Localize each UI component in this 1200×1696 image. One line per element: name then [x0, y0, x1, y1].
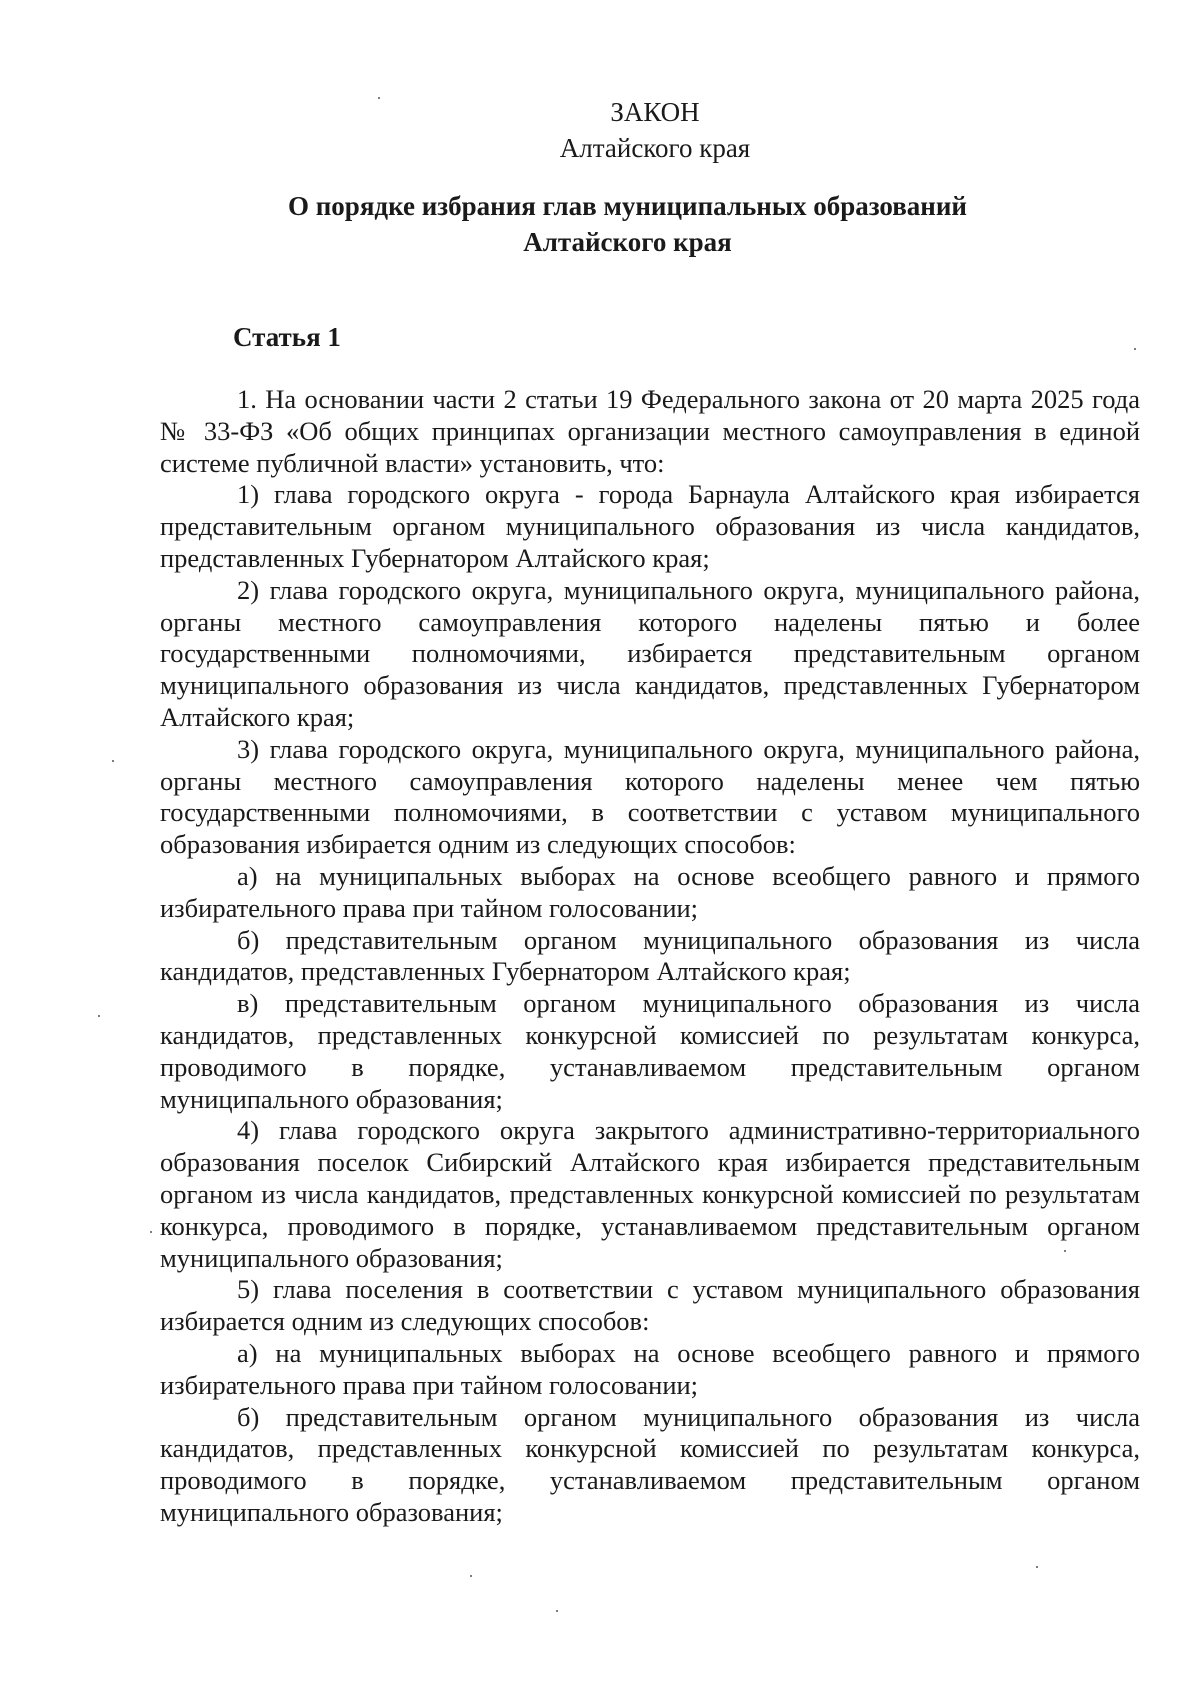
paragraph-1: 1. На основании части 2 статьи 19 Федерального закона от 20 марта 2025 года № 33-ФЗ «Об общих принципах организации местного самоуправления в единой системе публичной власти» установить, что:	[160, 384, 1140, 478]
law-type-label: ЗАКОН	[610, 97, 700, 127]
scan-speck	[556, 1610, 558, 1612]
law-title-line-2: Алтайского края	[523, 227, 732, 257]
paragraph-item-3b: б) представительным органом муниципального образования из числа кандидатов, представленных Губернатором Алтайского края;	[160, 924, 1140, 987]
paragraph-item-4: 4) глава городского округа закрытого административно-территориального образования поселок Сибирский Алтайского края избирается представительным органом из числа кандидатов, представленных конкурсной комиссией по результатам конкурса, проводимого в порядке, устанавливаемом представительным органом муниципального образования;	[160, 1115, 1140, 1273]
article-heading: Статья 1	[233, 322, 341, 352]
paragraph-item-1: 1) глава городского округа - города Барнаула Алтайского края избирается представительным органом муниципального образования из числа кандидатов, представленных Губернатором Алтайского края;	[160, 479, 1140, 573]
law-header	[0, 94, 1200, 166]
scan-speck	[1134, 348, 1136, 350]
scan-speck	[1036, 1566, 1038, 1568]
article-body	[160, 384, 1140, 1529]
scan-speck	[470, 1575, 472, 1577]
scan-speck	[112, 760, 114, 762]
paragraph-item-5b: б) представительным органом муниципального образования из числа кандидатов, представленных конкурсной комиссией по результатам конкурса, проводимого в порядке, устанавливаемом представительным органом муниципального образования;	[160, 1401, 1140, 1527]
law-region-label: Алтайского края	[559, 133, 751, 163]
law-title	[0, 188, 1200, 260]
paragraph-item-5a: а) на муниципальных выборах на основе всеобщего равного и прямого избирательного права при тайном голосовании;	[160, 1337, 1140, 1400]
scan-speck	[378, 97, 380, 99]
paragraph-item-2: 2) глава городского округа, муниципального округа, муниципального района, органы местного самоуправления которого наделены пятью и более государственными полномочиями, избирается представительным органом муниципального образования из числа кандидатов, представленных Губернатором Алтайского края;	[160, 574, 1140, 732]
scan-speck	[1064, 1250, 1066, 1252]
law-title-line-1: О порядке избрания глав муниципальных образований	[288, 191, 967, 221]
scan-speck	[150, 1231, 152, 1233]
paragraph-item-3c: в) представительным органом муниципального образования из числа кандидатов, представленных конкурсной комиссией по результатам конкурса, проводимого в порядке, устанавливаемом представительным органом муниципального образования;	[160, 988, 1140, 1114]
scan-speck	[98, 1015, 100, 1017]
paragraph-item-3: 3) глава городского округа, муниципального округа, муниципального района, органы местного самоуправления которого наделены менее чем пятью государственными полномочиями, в соответствии с уставом муниципального образования избирается одним из следующих способов:	[160, 733, 1140, 860]
paragraph-item-3a: а) на муниципальных выборах на основе всеобщего равного и прямого избирательного права при тайном голосовании;	[160, 860, 1140, 923]
paragraph-item-5: 5) глава поселения в соответствии с уставом муниципального образования избирается одним из следующих способов:	[160, 1274, 1140, 1337]
